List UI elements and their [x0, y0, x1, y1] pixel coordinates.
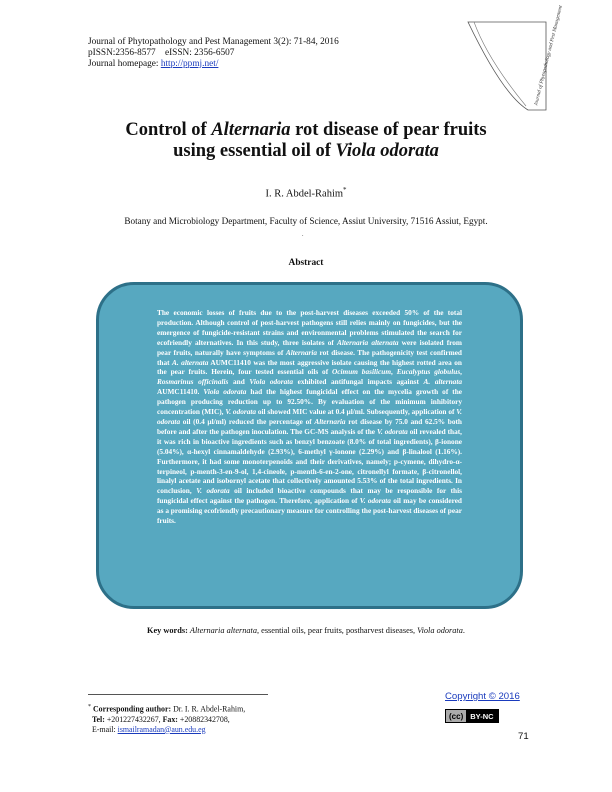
abstract-run: , [460, 367, 462, 377]
author-mark: * [343, 186, 347, 194]
keywords-text: , essential oils, pear fruits, postharvest diseases, [257, 626, 418, 635]
corresponding-line-2 [88, 715, 245, 725]
abstract-italic: Ocimum basilicum [332, 367, 391, 377]
author [0, 186, 612, 200]
abstract-run: AUMC11410 was the most aggressive isolate causing the highest rotted area on the pear fruits. Herein, four tested essential oils of [157, 357, 462, 377]
journal-logo-icon [448, 4, 564, 112]
copyright-link[interactable]: Copyright © 2016 [445, 691, 520, 702]
journal-homepage [88, 59, 339, 70]
author-name: I. R. Abdel-Rahim [265, 188, 344, 200]
abstract-run: oil included bioactive compounds that may be responsible for this fungicidal effect against the pathogen. Therefore, application of [157, 486, 462, 506]
keywords-end: . [462, 626, 465, 635]
corr-label: Corresponding author: [92, 704, 172, 714]
abstract-italic: A. alternata [423, 377, 462, 387]
keywords [0, 626, 612, 635]
title-line-2 [0, 141, 612, 162]
abstract-italic: Alternaria alternata [336, 337, 399, 347]
corr-name: Dr. I. R. Abdel-Rahim, [171, 704, 246, 714]
homepage-label: Journal homepage: [88, 59, 161, 69]
corresponding-line-3 [88, 725, 245, 735]
tel-label: Tel: [92, 714, 105, 724]
cc-by-nc-label: BY-NC [466, 710, 497, 722]
footnote-rule [88, 694, 268, 695]
abstract-run: and [228, 377, 250, 387]
fax-label: Fax: [162, 714, 178, 724]
title-text: using essential oil of [173, 141, 336, 161]
tel-value: +201227432267, [104, 714, 163, 724]
journal-logo-text: Journal of Phytopathology and Pest Management [533, 4, 564, 107]
affiliation: Botany and Microbiology Department, Faculty of Science, Assiut University, 71516 Assiut, Egypt. [124, 216, 488, 226]
corresponding-author [88, 702, 245, 735]
abstract-italic: Alternaria [314, 416, 346, 426]
abstract-run: oil (0.4 µl/ml) reduced the percentage of [180, 416, 315, 426]
cc-license-badge[interactable] [445, 709, 499, 723]
abstract-italic: Viola odorata [249, 377, 293, 387]
title-text: Control of [125, 120, 212, 140]
abstract-italic: Viola odorata [203, 387, 247, 397]
page-number: 71 [518, 731, 529, 742]
abstract-italic: Eucalyptus globulus [396, 367, 461, 377]
corr-mark: * [88, 704, 91, 710]
affiliation-dot: . [302, 232, 304, 238]
abstract-run: oil revealed that, it was rich in bioactive ingredients such as benzyl benzoate (8.0% of total ingredients), β-ionone (5.04%), α-hexyl cinnamaldehyde (2.93%), 6-methyl γ-ionone (2.29%) and β-linalool (1.16%). Furthermore, it had some monoterpenoids and their derivatives, namely; p-cymene, dihydro-α-terpineol, p-menth-3-en-9-ol, 1,4-cineole, p-menth-6-en-2-one, citronellyl formate, β-citronellol, linalyl acetate and isobornyl acetate that collectively amounted 5.53% of the total ingredients. In conclusion, [157, 426, 463, 496]
abstract-run: The economic losses of fruits due to the post-harvest diseases exceeded 50% of the total production. Although control of post-harvest pathogens still relies mainly on fungicides, but the emergence of fungicide-resistant strains and environmental problems stimulated the search for ecofriendly alternatives. In this study, three isolates of [157, 308, 462, 347]
journal-citation: Journal of Phytopathology and Pest Management 3(2): 71-84, 2016 [88, 37, 339, 47]
journal-issn: pISSN:2356-8577 eISSN: 2356-6507 [88, 48, 235, 58]
cc-icon: (cc) [446, 710, 466, 722]
abstract-italic: Alternaria [285, 347, 318, 357]
corresponding-line-1 [88, 702, 245, 715]
abstract-italic: V. odorata [157, 407, 462, 426]
keyword-italic: Viola odorata [417, 626, 463, 635]
abstract-run: were isolated from pear fruits, naturally have symptoms of [157, 337, 462, 357]
abstract-italic: V. odorata [225, 407, 257, 417]
title-italic: Viola odorata [335, 141, 439, 161]
abstract-italic: V. odorata [377, 426, 408, 436]
abstract-italic: Rosmarinus officinalis [157, 377, 229, 387]
abstract-run: had the highest fungicidal effect on the mycelia growth of the pathogen producing reduction up to 92.50%. By evaluation of the minimum inhibitory concentration (MIC), [157, 387, 463, 417]
homepage-link[interactable]: http://ppmj.net/ [160, 59, 219, 69]
abstract-heading: Abstract [288, 258, 324, 268]
email-link[interactable]: ismailramadan@aun.edu.eg [117, 724, 206, 734]
abstract-text [157, 308, 462, 526]
title-line-1 [0, 120, 612, 141]
abstract-run: , [391, 367, 397, 377]
email-label: E-mail: [92, 724, 118, 734]
abstract-run: oil showed MIC value at 0.4 µl/ml. Subsequently, application of [256, 407, 457, 417]
abstract-italic: A. alternata [172, 357, 209, 367]
keywords-label: Key words: [147, 626, 188, 635]
abstract-italic: V. odorata [196, 486, 230, 496]
journal-info [88, 37, 339, 70]
abstract-run: rot disease. The pathogenicity test confirmed that [157, 347, 462, 367]
title-italic: Alternaria [211, 120, 291, 140]
title-text: rot disease of pear fruits [290, 120, 487, 140]
paper-title [0, 120, 612, 162]
keyword-italic: Alternaria alternata [189, 626, 257, 635]
fax-value: +20882342708, [177, 714, 230, 724]
abstract-run: rot disease by 75.0 and 62.5% both before and after the pathogen inoculation. The GC-MS analysis of the [157, 416, 462, 436]
abstract-run: exhibited antifungal impacts against [292, 377, 424, 387]
abstract-run: oil may be considered as a promising ecofriendly precautionary measure for controlling the post-harvest diseases of pear fruits. [157, 496, 462, 526]
abstract-run: AUMC11410. [157, 387, 204, 397]
abstract-italic: V. odorata [359, 496, 391, 506]
